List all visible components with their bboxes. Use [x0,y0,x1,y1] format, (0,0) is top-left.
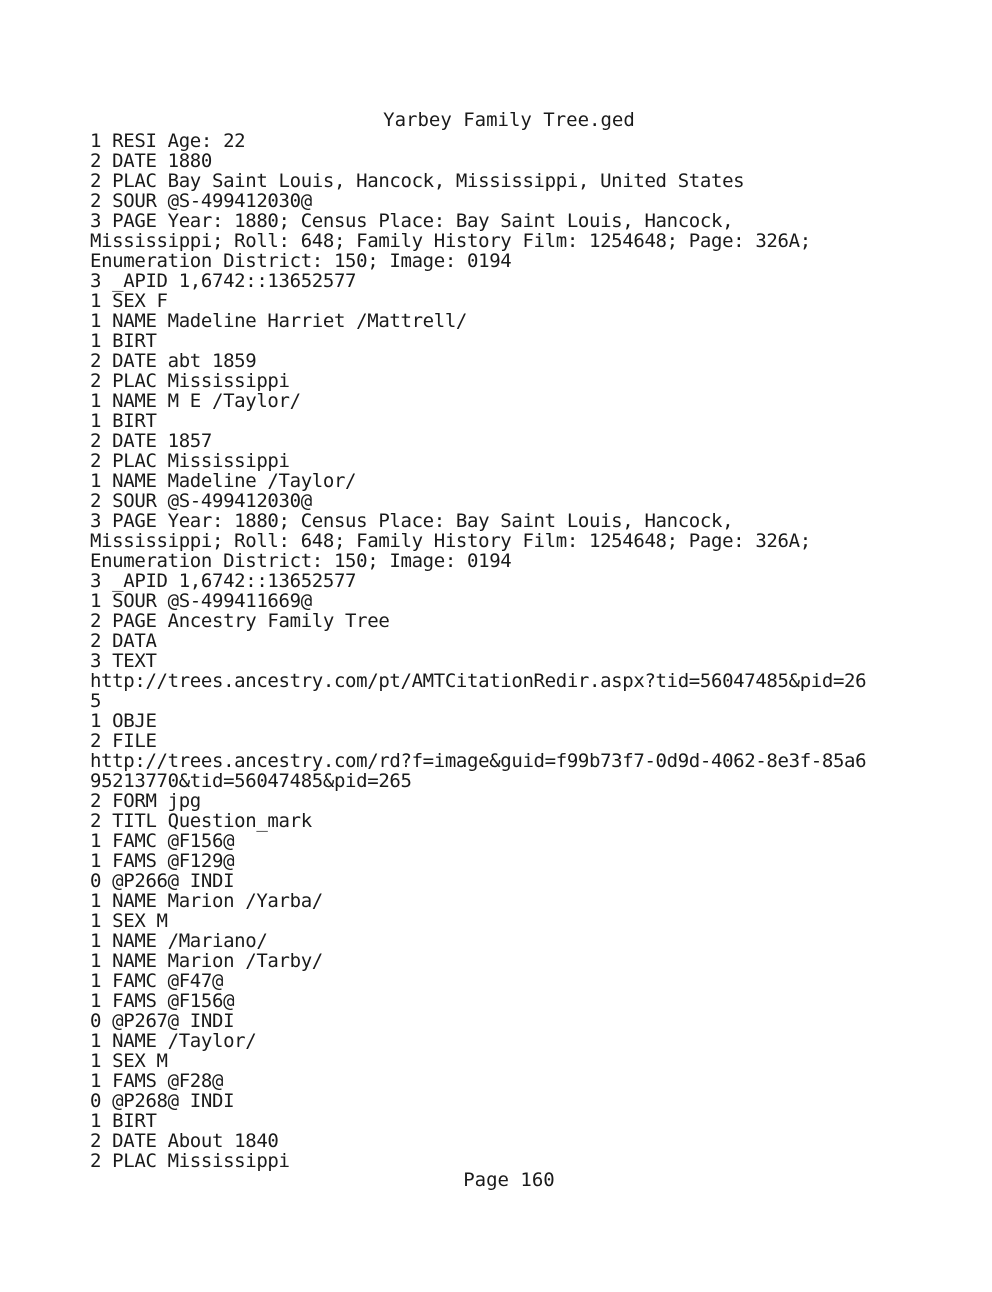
gedcom-line: 1 NAME Marion /Yarba/ [90,890,323,912]
gedcom-line: 1 RESI Age: 22 [90,130,246,152]
gedcom-line: 2 PAGE Ancestry Family Tree [90,610,390,632]
gedcom-line: 1 FAMS @F156@ [90,990,235,1012]
gedcom-line: 3 _APID 1,6742::13652577 [90,270,357,292]
gedcom-line: 1 BIRT [90,1110,157,1132]
gedcom-line: 1 NAME /Taylor/ [90,1030,257,1052]
gedcom-line: 2 DATA [90,630,157,652]
gedcom-line: 5 [90,690,102,712]
gedcom-line: 1 SEX M [90,910,168,932]
gedcom-line: 2 DATE 1880 [90,150,212,172]
gedcom-line: 1 BIRT [90,410,157,432]
gedcom-line: 1 BIRT [90,330,157,352]
gedcom-line: Enumeration District: 150; Image: 0194 [90,550,512,572]
gedcom-line: 95213770&tid=56047485&pid=265 [90,770,412,792]
gedcom-line: 1 FAMS @F28@ [90,1070,224,1092]
gedcom-line: 3 _APID 1,6742::13652577 [90,570,357,592]
gedcom-line: 0 @P268@ INDI [90,1090,235,1112]
gedcom-line: 0 @P267@ INDI [90,1010,235,1032]
gedcom-line: 1 NAME Madeline /Taylor/ [90,470,357,492]
gedcom-line: 2 TITL Question_mark [90,810,312,832]
gedcom-line: 2 FILE [90,730,157,752]
gedcom-line: 2 PLAC Mississippi [90,1150,290,1172]
gedcom-line: 1 SOUR @S-499411669@ [90,590,312,612]
gedcom-line: Mississippi; Roll: 648; Family History Film: 1254648; Page: 326A; [90,530,811,552]
gedcom-line: 3 PAGE Year: 1880; Census Place: Bay Saint Louis, Hancock, [90,510,734,532]
gedcom-line: 1 NAME Marion /Tarby/ [90,950,323,972]
gedcom-line: 1 FAMC @F47@ [90,970,224,992]
gedcom-line: Enumeration District: 150; Image: 0194 [90,250,512,272]
gedcom-line: 2 FORM jpg [90,790,201,812]
gedcom-line: 1 FAMC @F156@ [90,830,235,852]
gedcom-line: 1 NAME /Mariano/ [90,930,268,952]
gedcom-line: 1 SEX F [90,290,168,312]
document-title: Yarbey Family Tree.ged [383,109,635,131]
gedcom-record-list [90,131,970,1171]
gedcom-line: 3 TEXT [90,650,157,672]
gedcom-line: 1 SEX M [90,1050,168,1072]
gedcom-line: 2 PLAC Mississippi [90,370,290,392]
gedcom-line: 3 PAGE Year: 1880; Census Place: Bay Saint Louis, Hancock, [90,210,734,232]
gedcom-line: 2 PLAC Bay Saint Louis, Hancock, Mississippi, United States [90,170,745,192]
gedcom-line: 2 DATE abt 1859 [90,350,257,372]
gedcom-line: 1 FAMS @F129@ [90,850,235,872]
gedcom-line: http://trees.ancestry.com/rd?f=image&guid=f99b73f7-0d9d-4062-8e3f-85a6 [90,750,867,772]
gedcom-line: 1 OBJE [90,710,157,732]
gedcom-line: 2 PLAC Mississippi [90,450,290,472]
page-number: Page 160 [463,1169,555,1191]
gedcom-line: 2 SOUR @S-499412030@ [90,490,312,512]
gedcom-line: 0 @P266@ INDI [90,870,235,892]
gedcom-line: 2 DATE 1857 [90,430,212,452]
gedcom-line: 2 SOUR @S-499412030@ [90,190,312,212]
gedcom-line: 1 NAME Madeline Harriet /Mattrell/ [90,310,468,332]
gedcom-line: 1 NAME M E /Taylor/ [90,390,301,412]
gedcom-line: Mississippi; Roll: 648; Family History Film: 1254648; Page: 326A; [90,230,811,252]
gedcom-line: http://trees.ancestry.com/pt/AMTCitationRedir.aspx?tid=56047485&pid=26 [90,670,867,692]
gedcom-line: 2 DATE About 1840 [90,1130,279,1152]
